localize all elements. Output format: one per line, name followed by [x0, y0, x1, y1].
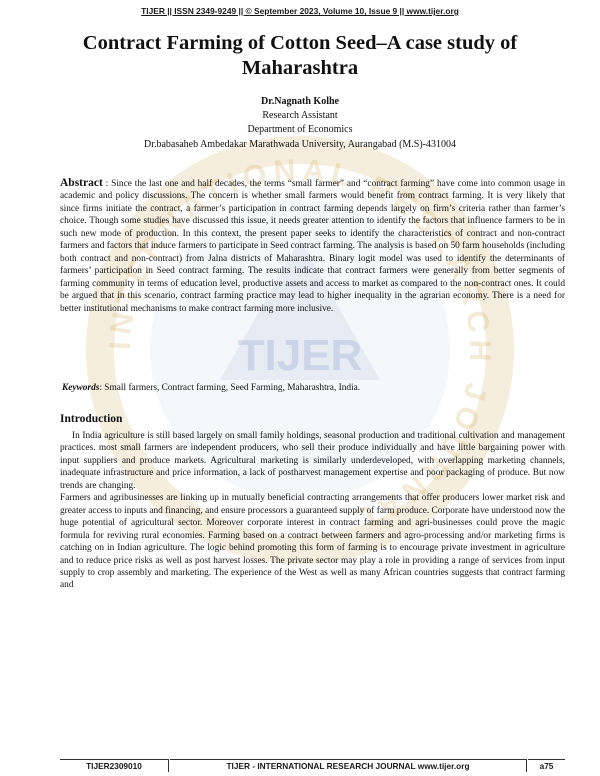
- footer-paper-id: TIJER2309010: [60, 759, 169, 772]
- footer-page-number: a75: [528, 759, 565, 772]
- author-name: Dr.Nagnath Kolhe: [261, 96, 339, 107]
- watermark-ring-text: INTERNATIONAL RESEARCH JOURNAL: [103, 153, 497, 538]
- author-affiliation: Dr.babasaheb Ambedakar Marathwada University, Aurangabad (M.S)-431004: [143, 138, 457, 150]
- author-position: Research Assistant: [262, 110, 338, 122]
- journal-header-citation[interactable]: TIJER || ISSN 2349-9249 || © September 2023, Volume 10, Issue 9 || www.tijer.org: [141, 6, 459, 16]
- keywords-label: Keywords: [62, 383, 100, 393]
- abstract-text: : Since the last one and half decades, the terms “small farmer” and “contract farming” have come into common usage in academic and policy discussions. The concern is whether small farmers would benefit from contract farming. It is very likely that since firms initiate the contract, a farmer’s participation in contract farming depends largely on firm’s criteria rather than farmer’s choice. Though some studies have discussed this issue, it needs greater attention to identify the factors that influence farmers to be in such new mode of production. In this context, the present paper seeks to identify the characteristics of contract and non-contract farmers and factors that induce farmers to participate in Seed contract farming. The analysis is based on 50 farm households (including both contract and non-contract) from Jalna districts of Maharashtra. Binary logit model was used to identify the determinants of farmers’ participation in Seed contract farming. The results indicate that contract farmers were generally from better segments of farming community in terms of education level, productive assets and access to market as compared to the non-contract ones. It could be argued that in this scenario, contract farming practice may lead to higher inequality in the agrarian economy. There is a need for better institutional mechanisms to make contract farming more inclusive.: [60, 179, 565, 314]
- footer-journal-name[interactable]: TIJER - INTERNATIONAL RESEARCH JOURNAL www.tijer.org: [170, 759, 527, 772]
- abstract-section: [60, 177, 565, 315]
- introduction-paragraph: Farmers and agribusinesses are linking up in mutually beneficial contracting arrangements that offer producers lower market risk and greater access to inputs and financing, and ensure processors a guaranteed supply of farm produce. Corporate have understood now the huge potential of agricultural sector. Moreover corporate interest in contract farming and agri-businesses could prove the magic formula for reviving rural economies. Farming based on a contract between farmers and agro-processing and/or marketing firms is catching on in Indian agriculture. The logic behind promoting this form of farming is to encourage private investment in agriculture and to reduce price risks as well as post harvest losses. The private sector may play a role in providing a range of services from input supply to crop assembly and marketing. The experience of the West as well as many African countries suggests that contract farming and: [60, 493, 565, 591]
- introduction-heading: Introduction: [60, 413, 123, 425]
- page-title: Contract Farming of Cotton Seed–A case study of Maharashtra: [82, 32, 518, 79]
- watermark-logo-text: TIJER: [237, 331, 363, 380]
- author-block: [0, 95, 600, 152]
- keywords-section: [62, 382, 567, 394]
- author-department: Department of Economics: [247, 124, 353, 136]
- page-footer: [60, 759, 565, 771]
- abstract-label: Abstract: [60, 177, 103, 189]
- keywords-text: : Small farmers, Contract farming, Seed Farming, Maharashtra, India.: [99, 383, 361, 393]
- introduction-section: [60, 430, 565, 592]
- introduction-paragraph: In India agriculture is still based largely on small family holdings, seasonal production and traditional cultivation and management practices. most small farmers are independent producers, who sell their produce individually and have little bargaining power with input suppliers and produce markets. Agricultural marketing is similarly underdeveloped, with overlapping marketing channels, inadequate infrastructure and price information, a lack of postharvest management expertise and poor packaging of produce. But now trends are changing.: [60, 431, 565, 491]
